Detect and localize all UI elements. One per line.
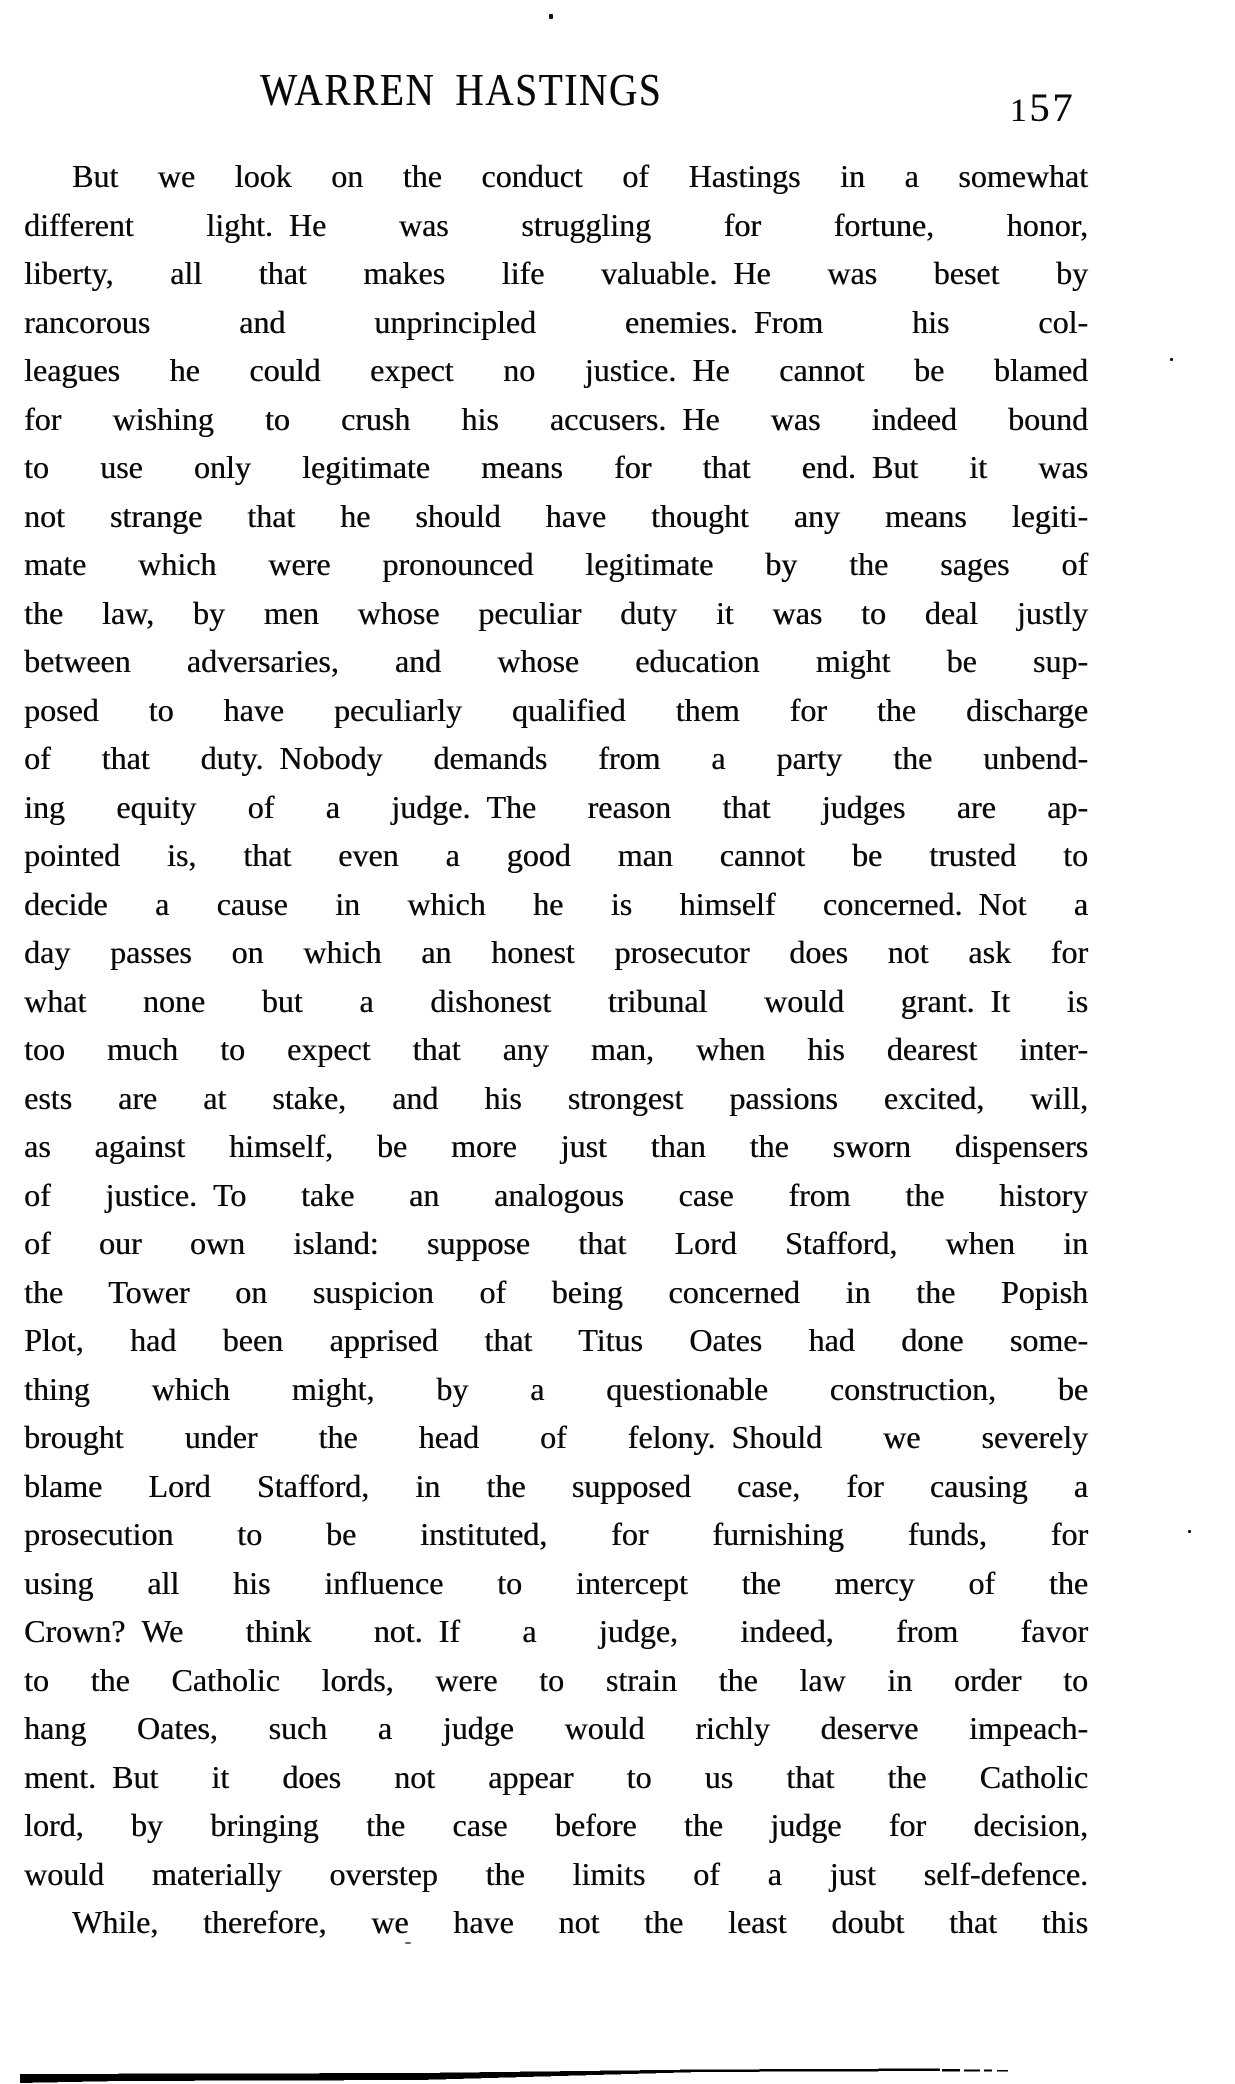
page-title: WARREN HASTINGS	[260, 64, 663, 115]
text-line: as against himself, be more just than the sworn dispensers	[24, 1128, 1088, 1164]
text-line: of that duty. Nobody demands from a party the unbend-	[24, 740, 1088, 776]
text-line: not strange that he should have thought any means legiti-	[24, 497, 1088, 534]
text-line: liberty, all that makes life valuable. He was beset by	[24, 255, 1088, 291]
text-line: different light. He was struggling for fortune, honor,	[24, 206, 1088, 243]
text-line: would materially overstep the limits of a just self-defence.	[24, 1855, 1088, 1892]
text-line: day passes on which an honest prosecutor does not ask for	[24, 934, 1088, 970]
text-line: pointed is, that even a good man cannot be trusted to	[24, 837, 1088, 873]
text-line: the Tower on suspicion of being concerned in the Popish	[24, 1273, 1088, 1310]
text-line: using all his influence to intercept the mercy of the	[24, 1564, 1088, 1601]
scan-speck	[549, 14, 553, 19]
text-line: blame Lord Stafford, in the supposed case, for causing a	[24, 1467, 1088, 1504]
text-line: too much to expect that any man, when his dearest inter-	[24, 1031, 1088, 1067]
text-line: brought under the head of felony. Should we severely	[24, 1419, 1088, 1455]
text-line: rancorous and unprincipled enemies. From his col-	[24, 303, 1088, 340]
text-line: leagues he could expect no justice. He cannot be blamed	[24, 352, 1088, 388]
text-line: hang Oates, such a judge would richly deserve impeach-	[24, 1710, 1088, 1746]
text-line: prosecution to be instituted, for furnishing funds, for	[24, 1516, 1088, 1552]
page-number: 157	[1010, 85, 1076, 130]
text-line: posed to have peculiarly qualified them for the discharge	[24, 691, 1088, 728]
scan-speck	[1188, 1530, 1191, 1533]
text-line: the law, by men whose peculiar duty it was to deal justly	[24, 594, 1088, 631]
text-line: Plot, had been apprised that Titus Oates had done some-	[24, 1322, 1088, 1358]
text-line: ment. But it does not appear to us that the Catholic	[24, 1758, 1088, 1795]
text-line: of justice. To take an analogous case from the history	[24, 1176, 1088, 1213]
text-line: But we look on the conduct of Hastings in a somewhat	[72, 158, 1088, 194]
text-line: between adversaries, and whose education might be sup-	[24, 643, 1088, 679]
text-line: to the Catholic lords, were to strain the law in order to	[24, 1661, 1088, 1698]
scan-edge-bar	[0, 2060, 1235, 2084]
text-line: lord, by bringing the case before the judge for decision,	[24, 1807, 1088, 1843]
text-line: of our own island: suppose that Lord Stafford, when in	[24, 1225, 1088, 1261]
text-line: ing equity of a judge. The reason that judges are ap-	[24, 788, 1088, 825]
scan-speck	[1170, 358, 1173, 361]
text-line: While, therefore, we have not the least doubt that this	[72, 1904, 1088, 1940]
text-line: thing which might, by a questionable construction, be	[24, 1370, 1088, 1407]
text-line: what none but a dishonest tribunal would grant. It is	[24, 982, 1088, 1019]
paragraph	[24, 1898, 1088, 1947]
text-line: mate which were pronounced legitimate by the sages of	[24, 546, 1088, 582]
text-line: Crown? We think not. If a judge, indeed, from favor	[24, 1613, 1088, 1649]
text-line: for wishing to crush his accusers. He was indeed bound	[24, 400, 1088, 437]
running-header	[0, 0, 1235, 140]
text-line: decide a cause in which he is himself concerned. Not a	[24, 885, 1088, 922]
scan-speck	[405, 1942, 411, 1944]
body-text	[24, 152, 1088, 1947]
text-line: ests are at stake, and his strongest passions excited, will,	[24, 1079, 1088, 1116]
paragraph	[24, 152, 1088, 1898]
text-line: to use only legitimate means for that end. But it was	[24, 449, 1088, 485]
